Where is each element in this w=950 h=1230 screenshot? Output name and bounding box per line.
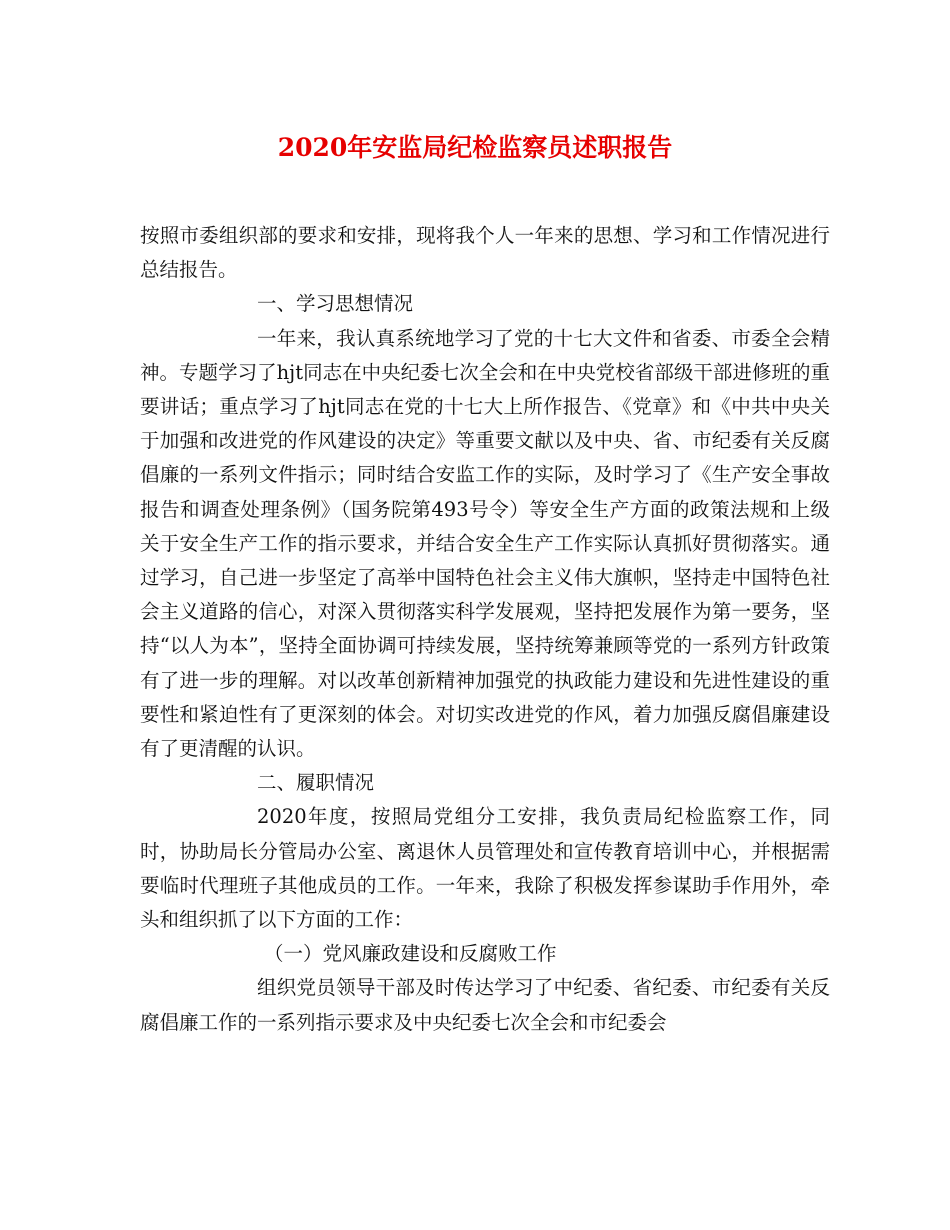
duties-paragraph: 2020年度，按照局党组分工安排，我负责局纪检监察工作，同时，协助局长分管局办公室、离退休人员管理处和宣传教育培训中心，并根据需要临时代理班子其他成员的工作。一年来，我除了积极发挥参谋助手作用外，牵头和组织抓了以下方面的工作：	[140, 805, 830, 932]
section-heading-duties: 二、履职情况	[257, 771, 375, 795]
intro-paragraph: 按照市委组织部的要求和安排，现将我个人一年来的思想、学习和工作情况进行总结报告。	[140, 224, 830, 282]
section-heading-study: 一、学习思想情况	[257, 292, 414, 316]
document-title: 2020年安监局纪检监察员述职报告	[277, 133, 673, 162]
subsection-heading-anticorruption: （一）党风廉政建设和反腐败工作	[264, 942, 557, 966]
document-body	[140, 219, 830, 1040]
anticorruption-paragraph: 组织党员领导干部及时传达学习了中纪委、省纪委、市纪委有关反腐倡廉工作的一系列指示要求及中央纪委七次全会和市纪委会	[140, 976, 830, 1034]
study-paragraph: 一年来，我认真系统地学习了党的十七大文件和省委、市委全会精神。专题学习了hjt同志在中央纪委七次全会和在中央党校省部级干部进修班的重要讲话；重点学习了hjt同志在党的十七大上所作报告、《党章》和《中共中央关于加强和改进党的作风建设的决定》等重要文献以及中央、省、市纪委有关反腐倡廉的一系列文件指示；同时结合安监工作的实际，及时学习了《生产安全事故报告和调查处理条例》（国务院第493号令）等安全生产方面的政策法规和上级关于安全生产工作的指示要求，并结合安全生产工作实际认真抓好贯彻落实。通过学习，自己进一步坚定了高举中国特色社会主义伟大旗帜，坚持走中国特色社会主义道路的信心，对深入贯彻落实科学发展观，坚持把发展作为第一要务，坚持“以人为本”，坚持全面协调可持续发展，坚持统筹兼顾等党的一系列方针政策有了进一步的理解。对以改革创新精神加强党的执政能力建设和先进性建设的重要性和紧迫性有了更深刻的体会。对切实改进党的作风，着力加强反腐倡廉建设有了更清醒的认识。	[140, 326, 830, 761]
